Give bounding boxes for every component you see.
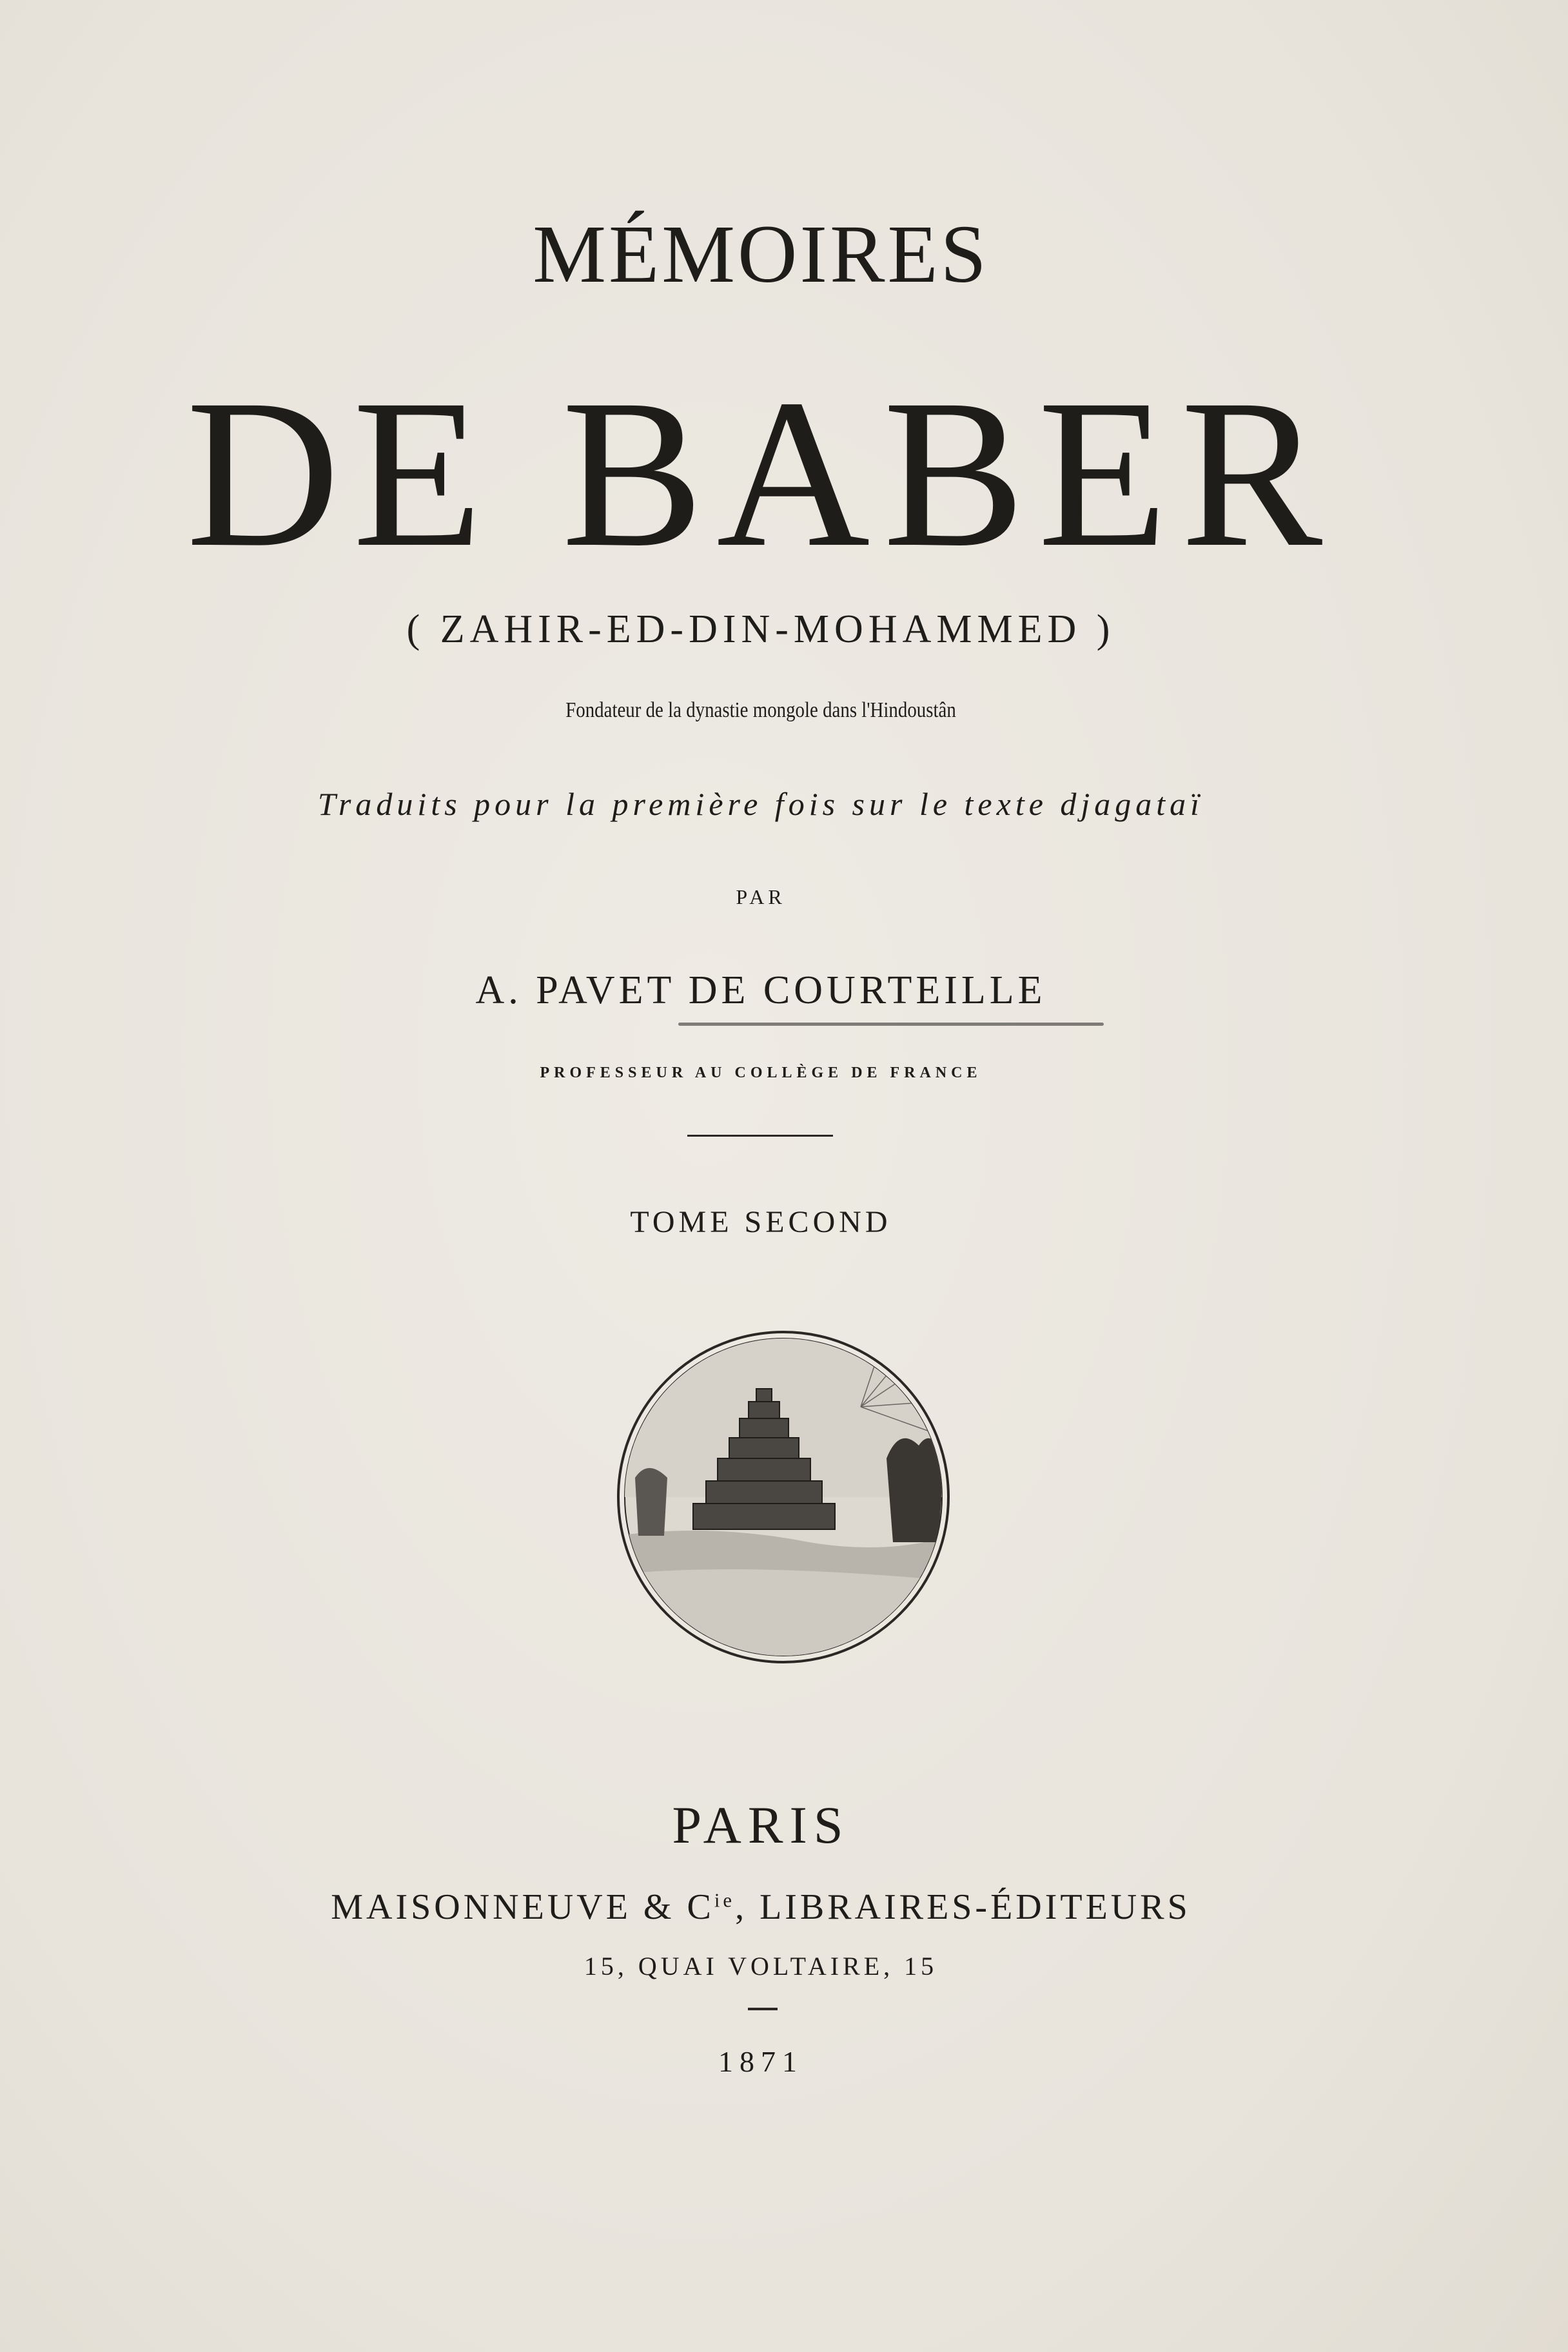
by-label: PAR	[736, 885, 786, 908]
year: 1871	[718, 2045, 803, 2078]
publisher-rest: , LIBRAIRES-ÉDITEURS	[735, 1887, 1191, 1927]
title-line-1: MÉMOIRES	[533, 208, 989, 300]
author: A. PAVET DE COURTEILLE	[475, 968, 1046, 1012]
city: PARIS	[672, 1796, 850, 1854]
subtitle-name: ( ZAHIR-ED-DIN-MOHAMMED )	[406, 607, 1115, 651]
description: Fondateur de la dynastie mongole dans l'Hindoustân	[565, 698, 956, 722]
publisher	[0, 1889, 1522, 1925]
address: 15, QUAI VOLTAIRE, 15	[583, 1952, 938, 1981]
title-line-2: DE BABER	[186, 356, 1336, 591]
tower-of-babel-vignette	[616, 1329, 951, 1665]
translation-note: Traduits pour la première fois sur le texte djagataï	[317, 786, 1204, 822]
author-title: PROFESSEUR AU COLLÈGE DE FRANCE	[540, 1064, 982, 1081]
divider-rule	[687, 1135, 833, 1137]
publisher-sup: ie	[714, 1889, 736, 1912]
volume: TOME SECOND	[630, 1205, 892, 1239]
short-dash-rule	[748, 2008, 778, 2010]
pencil-underline	[678, 1023, 1104, 1026]
publisher-name: MAISONNEUVE & C	[331, 1887, 714, 1927]
